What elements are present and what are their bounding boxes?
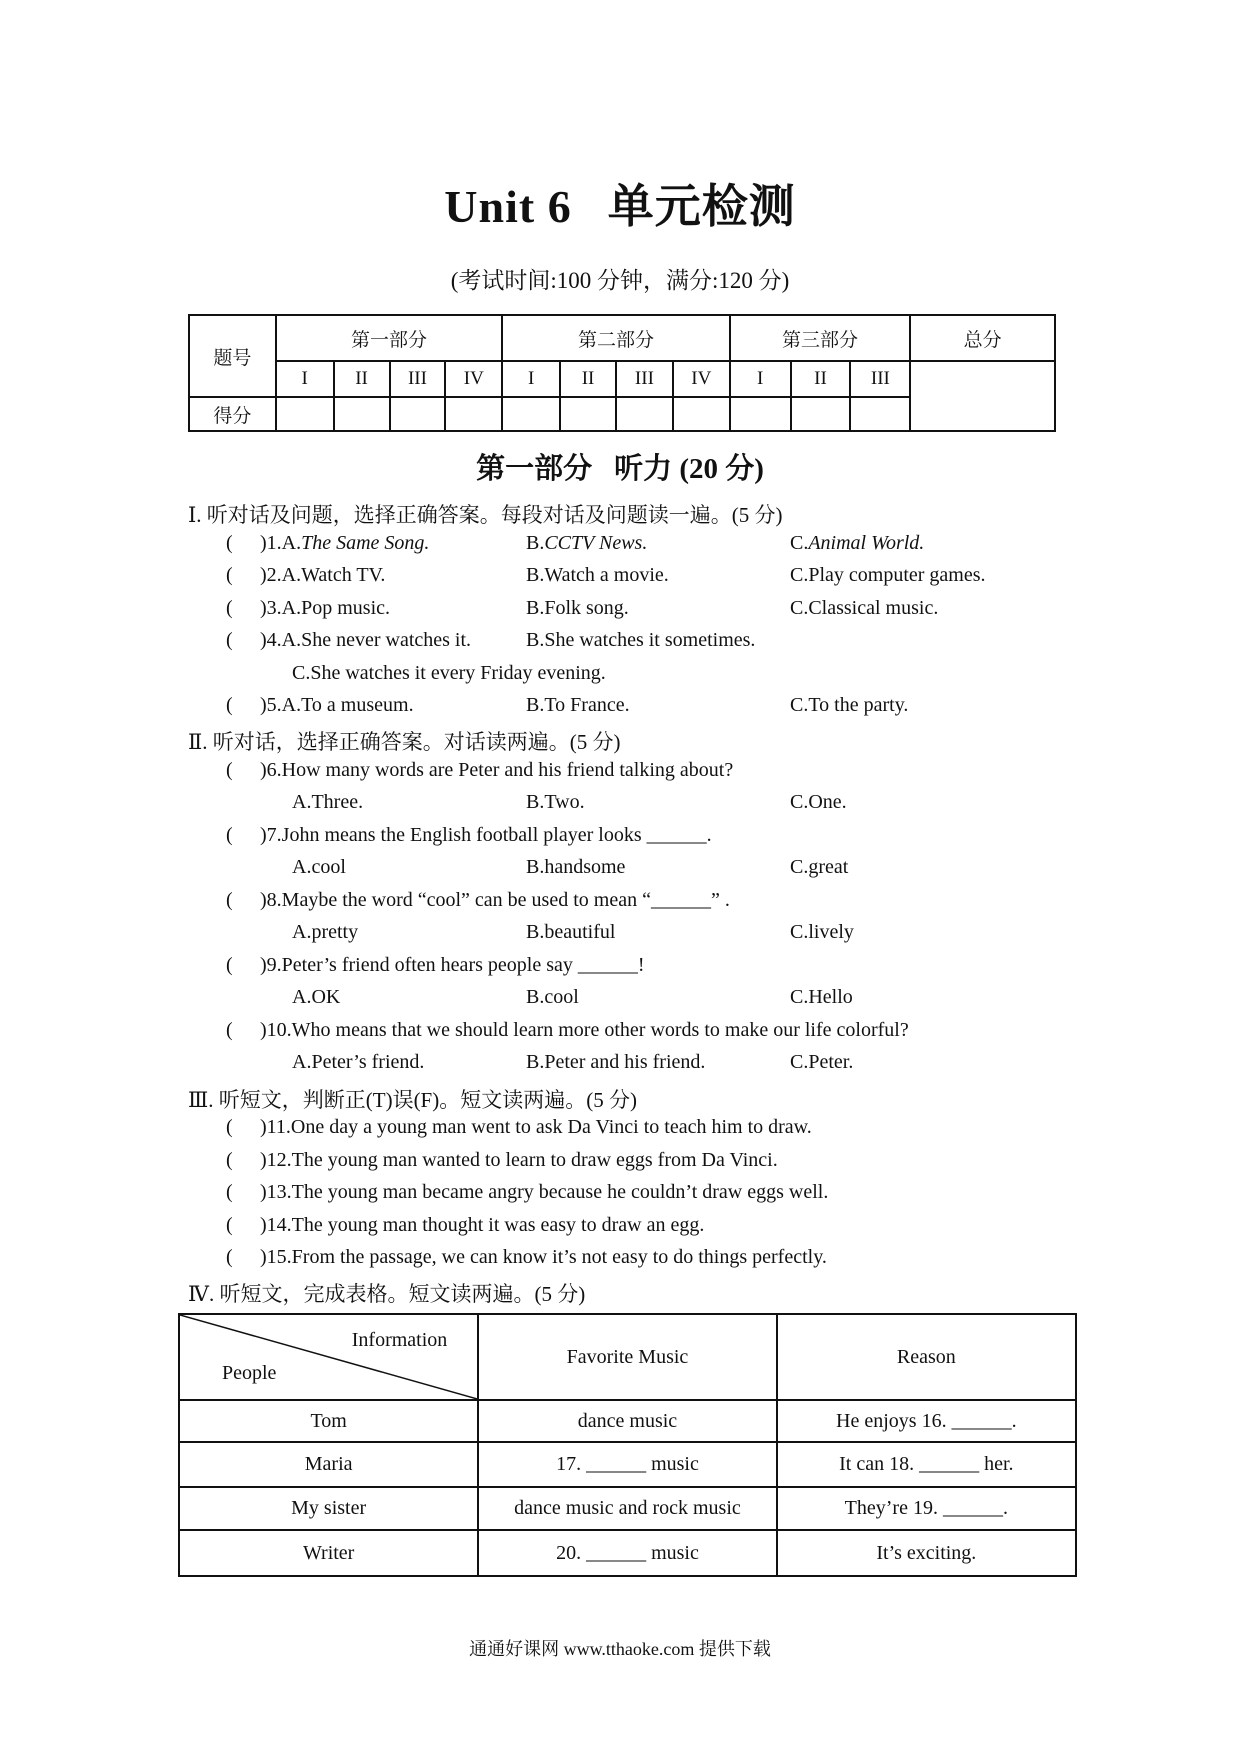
option-c: C.She watches it every Friday evening.: [292, 662, 606, 684]
option-c: C.great: [790, 856, 849, 878]
question-text: )2.A.Watch TV.: [260, 564, 386, 586]
option-b: B.Peter and his friend.: [526, 1051, 706, 1073]
score-cell: [791, 397, 851, 431]
option-b: B.Two.: [526, 791, 585, 813]
score-cell: [850, 397, 910, 431]
person-cell: Writer: [179, 1530, 478, 1576]
music-cell: 20. ______ music: [478, 1530, 776, 1576]
info-table: [178, 1313, 1077, 1577]
score-cell: [502, 397, 560, 431]
corner-bottom-label: People: [222, 1362, 277, 1384]
col-header: IV: [445, 361, 502, 397]
option-b: B.handsome: [526, 856, 626, 878]
score-cell: [445, 397, 502, 431]
reason-cell: They’re 19. ______.: [777, 1487, 1076, 1530]
answer-paren: (: [226, 1019, 233, 1041]
title-unit: Unit 6: [444, 181, 572, 232]
col-header: III: [390, 361, 446, 397]
music-cell: dance music and rock music: [478, 1487, 776, 1530]
col-header: IV: [673, 361, 730, 397]
page-footer: 通通好课网 www.tthaoke.com 提供下载: [469, 1639, 771, 1659]
option-c: C.Hello: [790, 986, 853, 1008]
answer-paren: (: [226, 564, 233, 586]
part-i-heading: Ⅰ. 听对话及问题，选择正确答案。每段对话及问题读一遍。(5 分): [188, 503, 783, 527]
option-b: B.cool: [526, 986, 579, 1008]
header-reason: Reason: [777, 1314, 1076, 1400]
score-cell: [616, 397, 673, 431]
person-cell: Maria: [179, 1442, 478, 1487]
diagonal-line: [180, 1315, 477, 1399]
score-cell: [673, 397, 730, 431]
question-text: )3.A.Pop music.: [260, 597, 390, 619]
page-title: [0, 170, 1240, 236]
col-header: II: [334, 361, 390, 397]
total-header: 总分: [910, 315, 1055, 361]
corner-cell: [179, 1314, 478, 1400]
option-c: C.Play computer games.: [790, 564, 986, 586]
reason-cell: He enjoys 16. ______.: [777, 1400, 1076, 1442]
answer-paren: (: [226, 1181, 233, 1203]
option-b: B.CCTV News.: [526, 532, 648, 554]
part1-header: 第一部分: [276, 315, 502, 361]
col-header: II: [791, 361, 851, 397]
option-c: C.Classical music.: [790, 597, 939, 619]
part-iii-heading: Ⅲ. 听短文，判断正(T)误(F)。短文读两遍。(5 分): [188, 1088, 637, 1112]
question-text: )1.A.The Same Song.: [260, 532, 430, 554]
question-text: )8.Maybe the word “cool” can be used to mean “______” .: [260, 889, 730, 911]
option-b: B.She watches it sometimes.: [526, 629, 756, 651]
label-score: 得分: [189, 397, 276, 431]
answer-paren: (: [226, 759, 233, 781]
option-a: A.Peter’s friend.: [292, 1051, 425, 1073]
person-cell: My sister: [179, 1487, 478, 1530]
question-text: )12.The young man wanted to learn to draw eggs from Da Vinci.: [260, 1149, 778, 1171]
question-text: )5.A.To a museum.: [260, 694, 414, 716]
answer-paren: (: [226, 824, 233, 846]
question-text: )9.Peter’s friend often hears people say ______!: [260, 954, 645, 976]
score-cell: [390, 397, 446, 431]
question-text: )7.John means the English football player looks ______.: [260, 824, 712, 846]
music-cell: dance music: [478, 1400, 776, 1442]
part2-header: 第二部分: [502, 315, 729, 361]
score-cell: [730, 397, 791, 431]
question-text: )13.The young man became angry because he couldn’t draw eggs well.: [260, 1181, 829, 1203]
question-text: )4.A.She never watches it.: [260, 629, 472, 651]
music-cell: 17. ______ music: [478, 1442, 776, 1487]
option-c: C.To the party.: [790, 694, 909, 716]
section-part: 第一部分: [476, 453, 593, 485]
option-b: B.beautiful: [526, 921, 616, 943]
score-table: [188, 314, 1056, 432]
question-text: )11.One day a young man went to ask Da Vinci to teach him to draw.: [260, 1116, 812, 1138]
answer-paren: (: [226, 1116, 233, 1138]
corner-top-label: Information: [351, 1329, 448, 1351]
option-a: A.cool: [292, 856, 346, 878]
option-c: C.Peter.: [790, 1051, 854, 1073]
col-header: III: [616, 361, 673, 397]
total-score-cell: [910, 361, 1055, 431]
answer-paren: (: [226, 597, 233, 619]
col-header: I: [730, 361, 791, 397]
answer-paren: (: [226, 629, 233, 651]
question-text: )15.From the passage, we can know it’s not easy to do things perfectly.: [260, 1246, 827, 1268]
col-header: I: [502, 361, 560, 397]
part-iv-heading: Ⅳ. 听短文，完成表格。短文读两遍。(5 分): [188, 1282, 586, 1306]
answer-paren: (: [226, 1214, 233, 1236]
section-title: [0, 446, 1240, 487]
score-cell: [560, 397, 616, 431]
answer-paren: (: [226, 1246, 233, 1268]
option-b: B.Watch a movie.: [526, 564, 669, 586]
answer-paren: (: [226, 1149, 233, 1171]
score-cell: [276, 397, 334, 431]
option-c: C.Animal World.: [790, 532, 925, 554]
question-text: )10.Who means that we should learn more other words to make our life colorful?: [260, 1019, 909, 1041]
score-cell: [334, 397, 390, 431]
col-header: II: [560, 361, 616, 397]
col-header: III: [850, 361, 910, 397]
reason-cell: It can 18. ______ her.: [777, 1442, 1076, 1487]
option-a: A.Three.: [292, 791, 364, 813]
answer-paren: (: [226, 889, 233, 911]
part3-header: 第三部分: [730, 315, 911, 361]
answer-paren: (: [226, 694, 233, 716]
option-b: B.To France.: [526, 694, 630, 716]
header-music: Favorite Music: [478, 1314, 776, 1400]
option-b: B.Folk song.: [526, 597, 629, 619]
section-subtitle: 听力 (20 分): [614, 453, 764, 485]
answer-paren: (: [226, 954, 233, 976]
question-text: )6.How many words are Peter and his friend talking about?: [260, 759, 734, 781]
label-number: 题号: [189, 315, 276, 397]
option-a: A.OK: [292, 986, 341, 1008]
option-a: A.pretty: [292, 921, 359, 943]
exam-info: (考试时间:100 分钟，满分:120 分): [450, 268, 790, 293]
col-header: I: [276, 361, 334, 397]
question-text: )14.The young man thought it was easy to draw an egg.: [260, 1214, 705, 1236]
reason-cell: It’s exciting.: [777, 1530, 1076, 1576]
person-cell: Tom: [179, 1400, 478, 1442]
option-c: C.lively: [790, 921, 854, 943]
part-ii-heading: Ⅱ. 听对话，选择正确答案。对话读两遍。(5 分): [188, 730, 621, 754]
title-cn: 单元检测: [607, 181, 796, 232]
option-c: C.One.: [790, 791, 847, 813]
answer-paren: (: [226, 532, 233, 554]
